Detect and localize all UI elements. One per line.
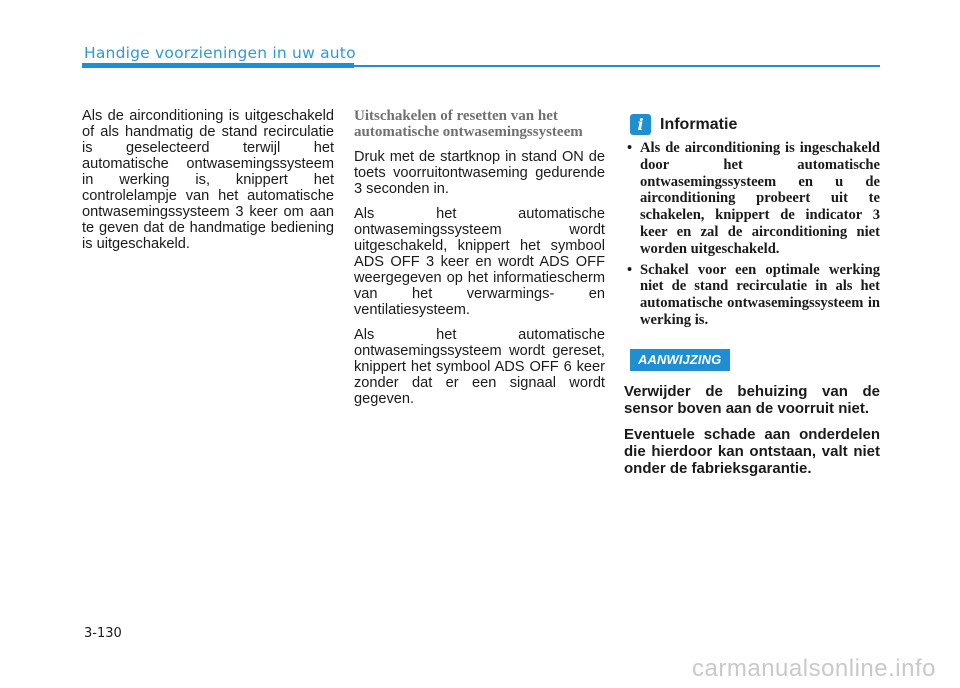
column-left bbox=[82, 108, 334, 261]
subsection-heading: Uitschakelen of resetten van het automatische ontwasemingssysteem bbox=[354, 108, 583, 140]
header-rule-accent bbox=[82, 63, 354, 68]
info-list bbox=[624, 140, 880, 329]
section-title: Handige voorzieningen in uw auto bbox=[84, 44, 356, 62]
body-paragraph: Als de airconditioning is uitgeschakeld of als handmatig de stand recirculatie is geselecteerd terwijl het automatische ontwasemingssysteem in werking is, knippert het controlelampje van het automatische ontwasemingssysteem 3 keer om aan te geven dat de handmatige bediening is uitgeschakeld. bbox=[82, 108, 334, 252]
body-paragraph: Druk met de startknop in stand ON de toets voorruitontwaseming gedurende 3 seconden in. bbox=[354, 149, 605, 197]
page-number: 3-130 bbox=[84, 626, 122, 641]
info-heading bbox=[624, 114, 880, 135]
notice-paragraph: Eventuele schade aan onderdelen die hierdoor kan ontstaan, valt niet onder de fabrieksgarantie. bbox=[624, 425, 880, 477]
body-paragraph: Als het automatische ontwasemingssysteem wordt uitgeschakeld, knippert het symbool ADS OFF 3 keer en wordt ADS OFF weergegeven op het informatiescherm van het verwarmings- en ventilatiesysteem. bbox=[354, 206, 605, 318]
notice-paragraph: Verwijder de behuizing van de sensor boven aan de voorruit niet. bbox=[624, 382, 880, 417]
info-title: Informatie bbox=[660, 115, 738, 133]
body-paragraph: Als het automatische ontwasemingssysteem wordt gereset, knippert het symbool ADS OFF 6 keer zonder dat er een signaal wordt gegeven. bbox=[354, 327, 605, 407]
header-rule bbox=[354, 65, 880, 67]
info-icon: i bbox=[630, 114, 651, 135]
info-bullet: • Schakel voor een optimale werking niet de stand recirculatie in als het automatische ontwasemingssysteem in werking is. bbox=[624, 262, 880, 329]
watermark: carmanualsonline.info bbox=[692, 655, 936, 682]
notice-badge: AANWIJZING bbox=[630, 349, 730, 371]
column-middle bbox=[354, 108, 605, 416]
column-right bbox=[624, 108, 880, 486]
info-bullet: • Als de airconditioning is ingeschakeld door het automatische ontwasemingssysteem en u de airconditioning probeert uit te schakelen, knippert de indicator 3 keer en zal de airconditioning niet worden uitgeschakeld. bbox=[624, 140, 880, 258]
